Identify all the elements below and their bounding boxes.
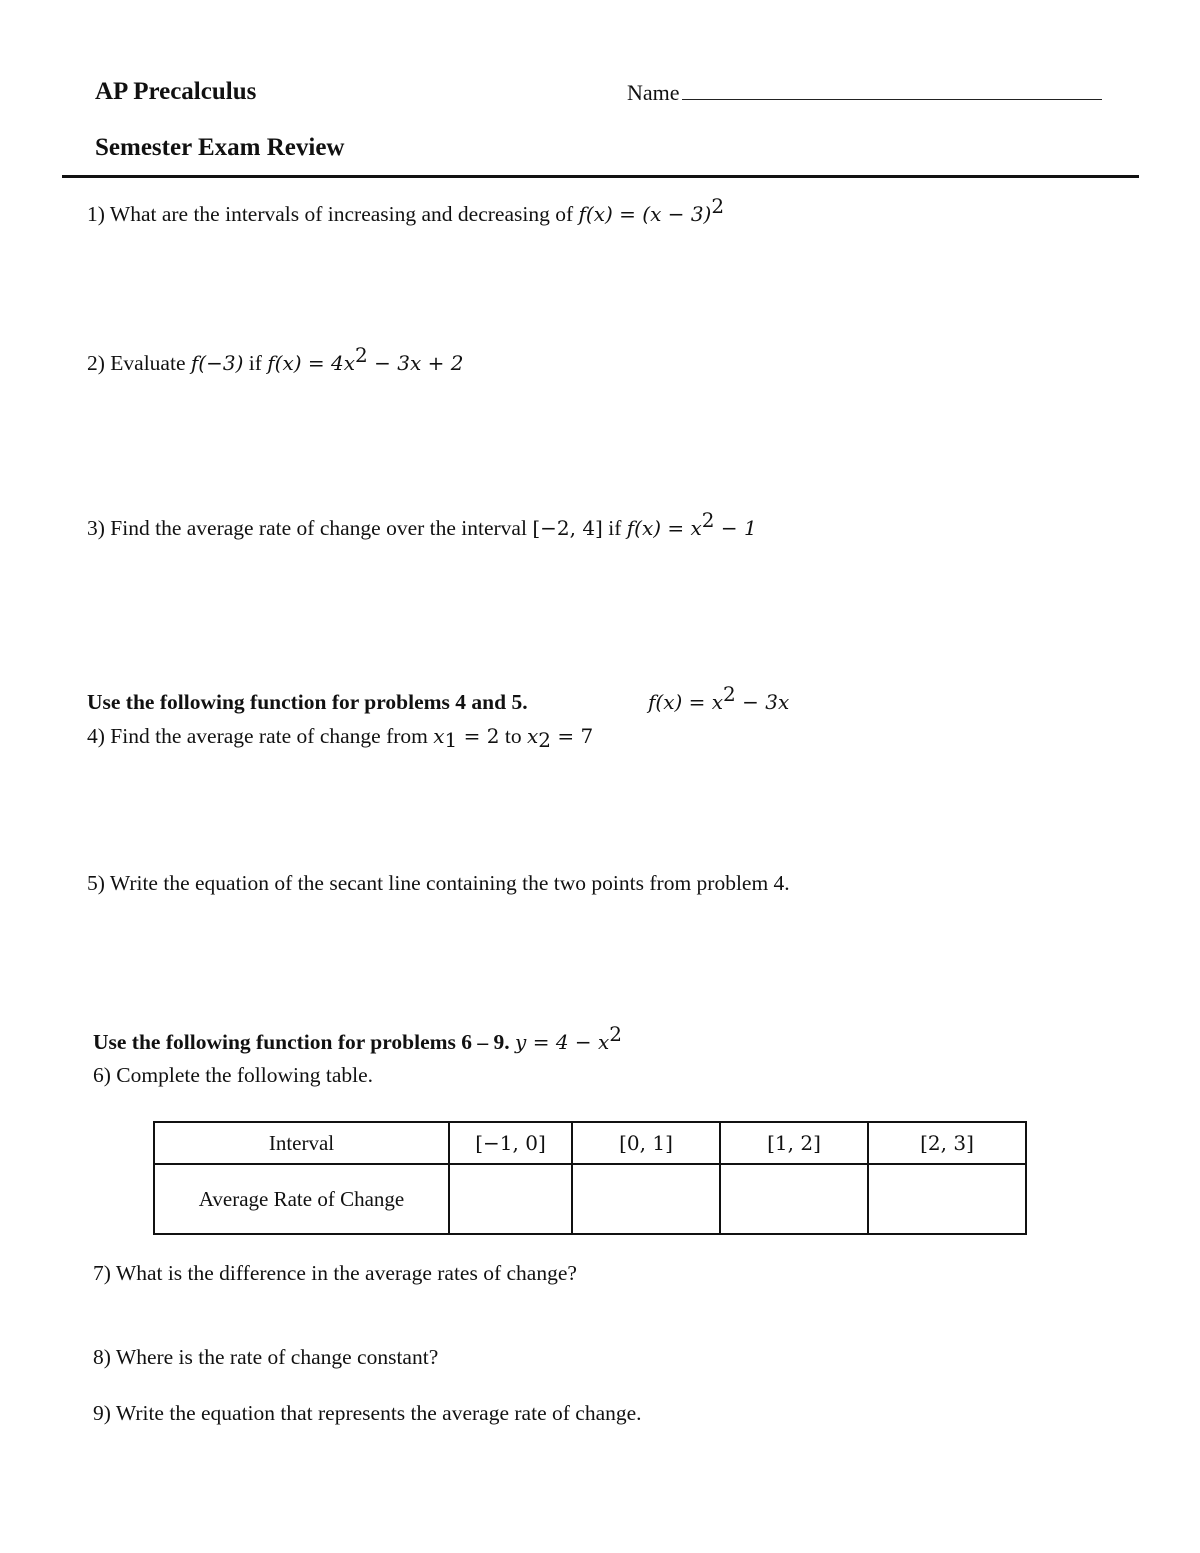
problem-set-4-5-intro [87,690,528,715]
question-3-math-func: f(x) = x [626,516,702,540]
rate-of-change-table [153,1121,1027,1235]
table-interval-4: [2, 3] [868,1122,1026,1164]
header-divider [62,175,1139,178]
question-1-text: 1) What are the intervals of increasing and decreasing of [87,202,579,226]
question-2 [87,343,464,376]
question-4 [87,724,594,752]
question-4-text: 4) Find the average rate of change from [87,724,434,748]
table-answer-cell-2[interactable] [572,1164,720,1234]
question-8-text: 8) Where is the rate of change constant? [93,1345,439,1369]
set-4-5-math-tail: − 3x [735,690,790,714]
question-3-interval: [−2, 4] [532,516,603,540]
page-subtitle: Semester Exam Review [95,134,345,161]
question-1-math: f(x) = (x − 3) [578,202,712,226]
table-interval-2: [0, 1] [572,1122,720,1164]
table-answer-cell-4[interactable] [868,1164,1026,1234]
question-2-math-func: f(x) = 4x [267,351,356,375]
question-4-sub1: 1 [444,728,458,752]
question-4-eq2: = 7 [550,724,594,748]
question-4-x1: x [433,724,445,748]
question-1-exponent: 2 [711,194,725,218]
question-3 [87,508,757,541]
name-label: Name [627,80,680,105]
name-field[interactable] [627,80,1102,106]
table-answer-cell-1[interactable] [449,1164,572,1234]
question-4-sub2: 2 [538,728,551,752]
question-2-exponent: 2 [355,343,368,367]
problem-set-4-5-text: Use the following function for problems 4 and 5. [87,690,528,714]
question-5-text: 5) Write the equation of the secant line containing the two points from problem 4. [87,871,790,895]
question-3-if: if [602,516,627,540]
question-3-exponent: 2 [701,508,715,532]
question-6-text: 6) Complete the following table. [93,1063,374,1087]
table-row-average-rate [154,1164,1026,1234]
question-5 [87,871,790,896]
question-8 [93,1345,438,1370]
question-4-x2: x [526,724,539,748]
set-4-5-exponent: 2 [723,682,736,706]
question-3-math-tail: − 1 [714,516,757,540]
table-row-interval [154,1122,1026,1164]
table-header-interval: Interval [154,1122,449,1164]
question-2-text: 2) Evaluate [87,351,191,375]
table-interval-3: [1, 2] [720,1122,868,1164]
course-title: AP Precalculus [95,78,257,105]
question-9-text: 9) Write the equation that represents the average rate of change. [93,1401,642,1425]
table-answer-cell-3[interactable] [720,1164,868,1234]
question-4-to: to [499,724,527,748]
problem-set-4-5-function [648,682,790,715]
set-6-9-math: y = 4 − x [515,1030,610,1054]
question-2-math-tail: − 3x + 2 [367,351,464,375]
question-7-text: 7) What is the difference in the average rates of change? [93,1261,577,1285]
set-4-5-math: f(x) = x [648,690,724,714]
question-6 [93,1063,373,1088]
table-header-average-rate: Average Rate of Change [154,1164,449,1234]
question-7 [93,1261,577,1286]
question-9 [93,1401,642,1426]
problem-set-6-9-text: Use the following function for problems 6 – 9. [93,1030,516,1054]
table-interval-1: [−1, 0] [449,1122,572,1164]
question-4-eq1: = 2 [457,724,500,748]
set-6-9-exponent: 2 [609,1022,623,1046]
problem-set-6-9-intro [93,1022,623,1055]
question-1 [87,194,725,227]
question-2-if: if [243,351,268,375]
question-2-math-eval: f(−3) [190,351,244,375]
name-blank-line[interactable] [682,81,1102,100]
question-3-text: 3) Find the average rate of change over the interval [87,516,533,540]
